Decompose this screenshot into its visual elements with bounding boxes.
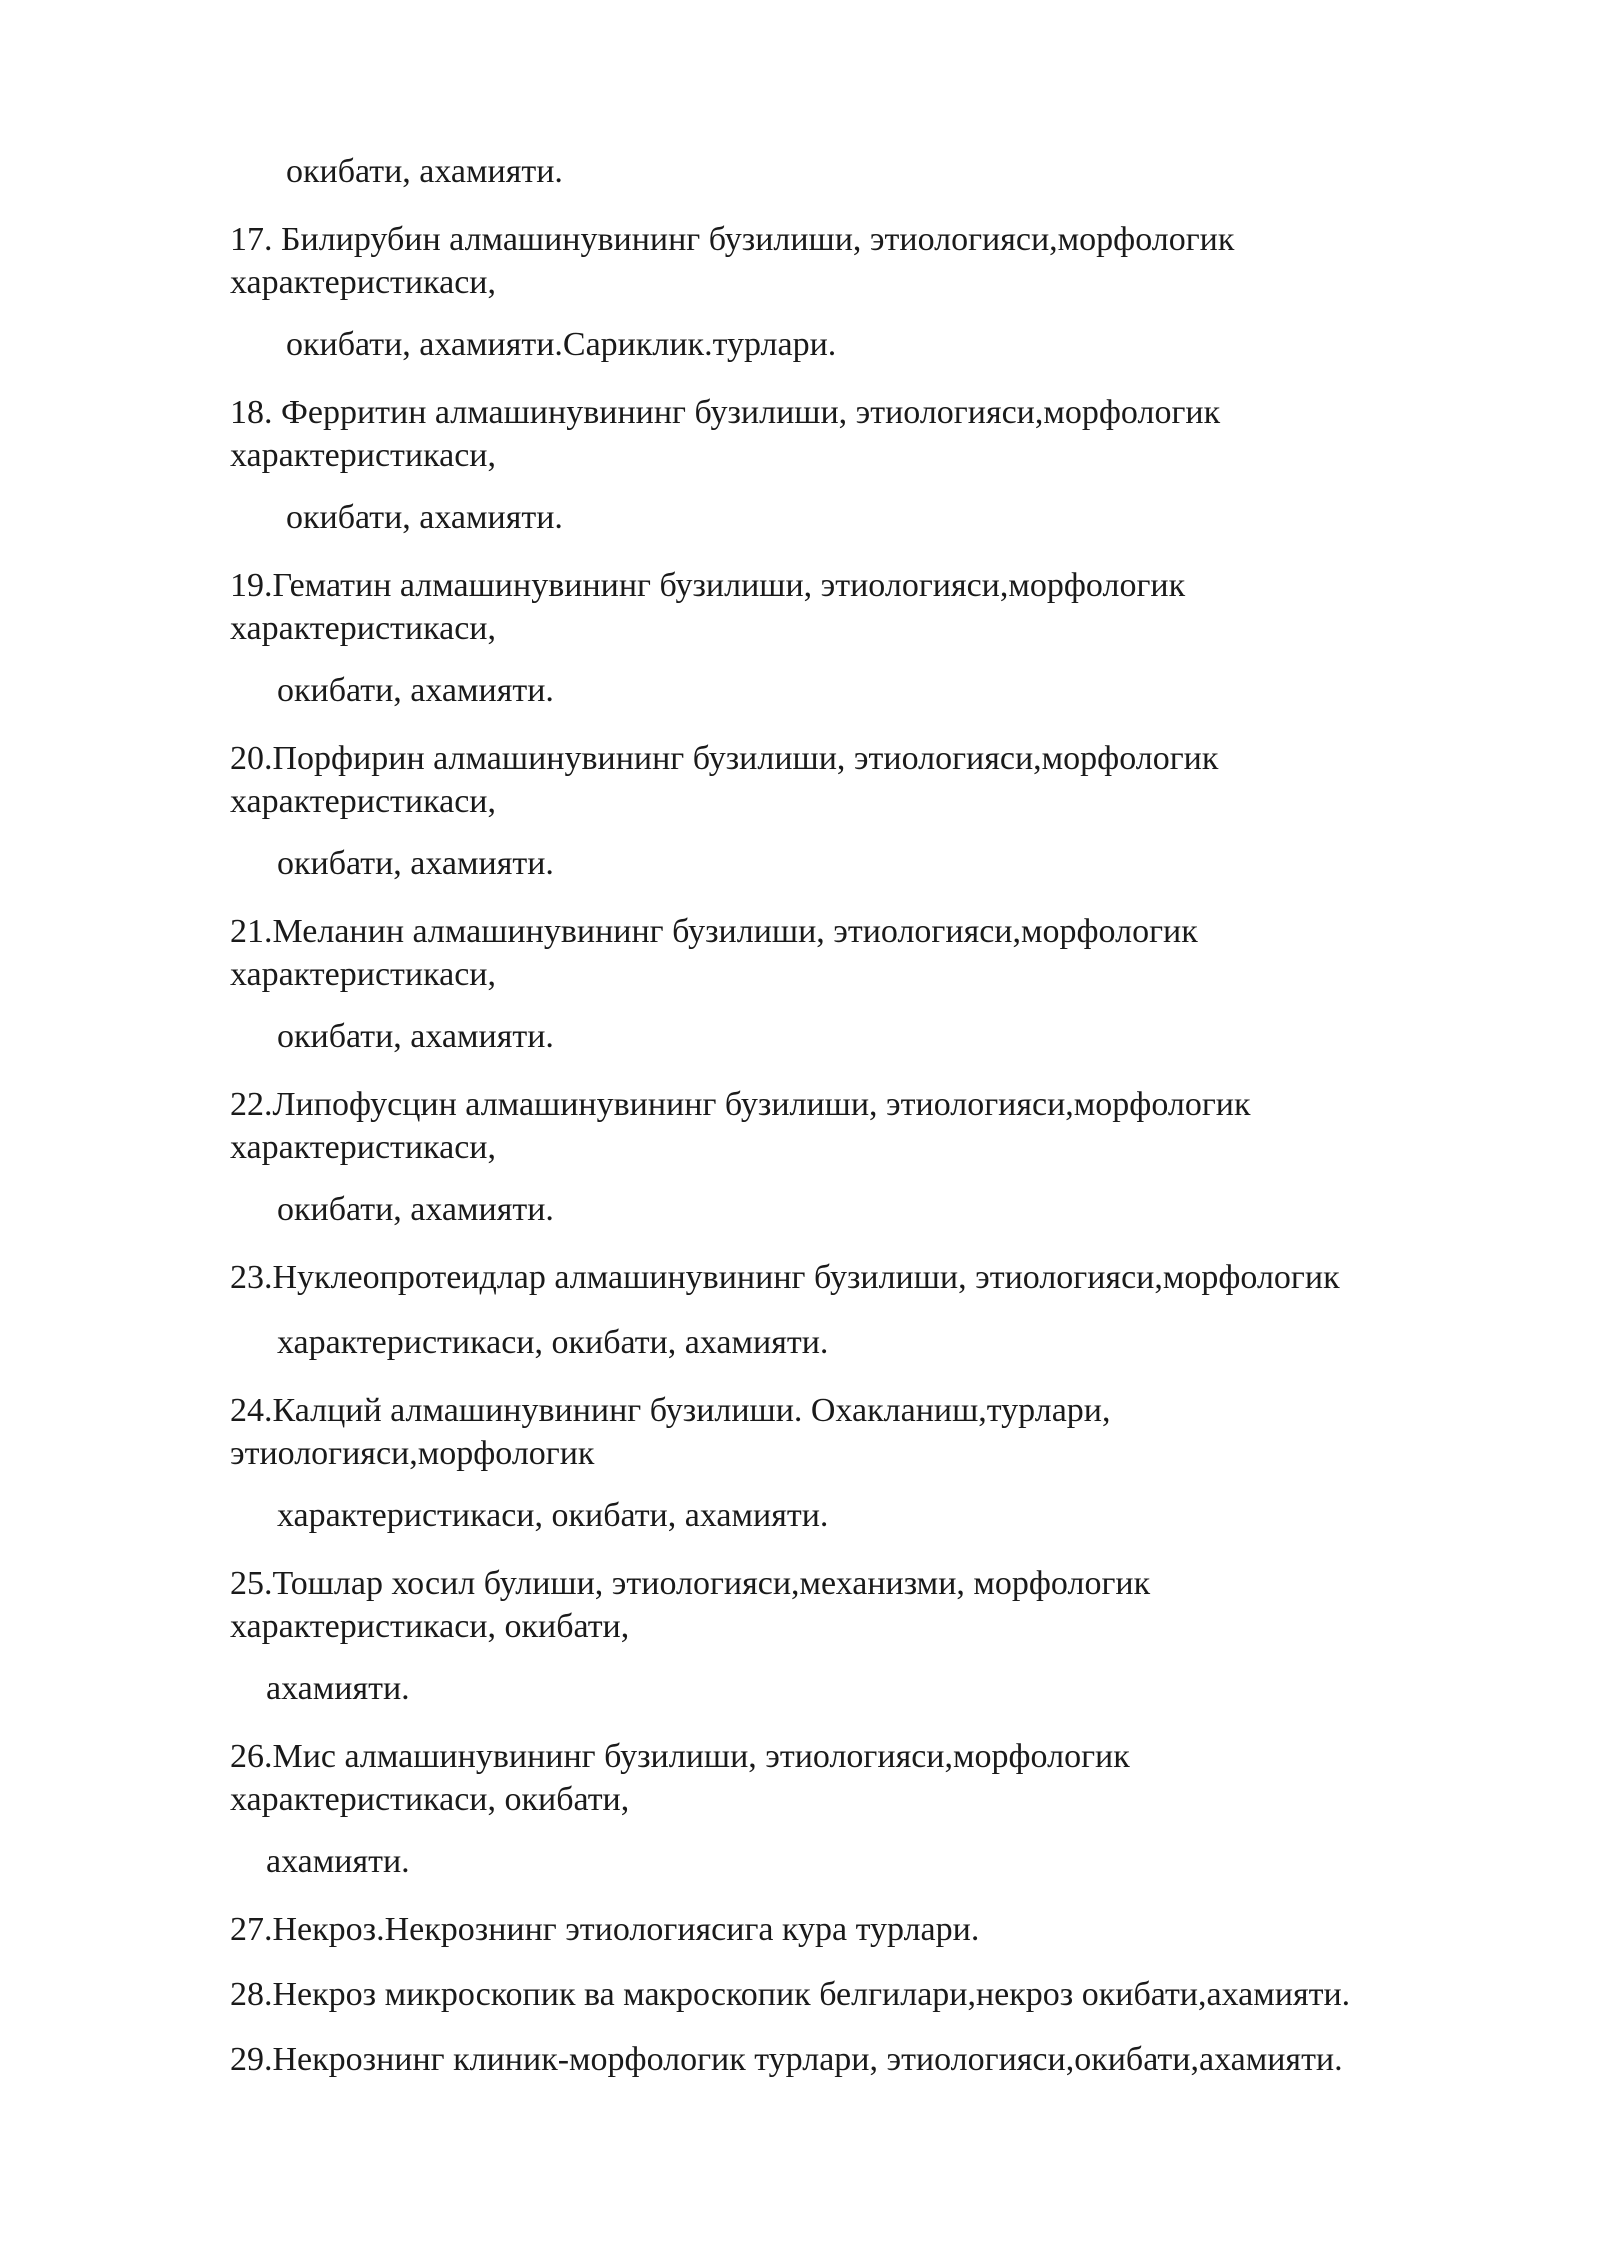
item-28-heading: 28.Некроз микроскопик ва макроскопик белгилари,некроз окибати,ахамияти. — [230, 1976, 1351, 2013]
text-line: характеристикаси, окибати, ахамияти. — [277, 1497, 829, 1534]
item-21-heading: 21.Меланин алмашинувининг бузилиши, этиологияси,морфологик — [230, 913, 1198, 950]
item-22-heading: 22.Липофусцин алмашинувининг бузилиши, этиологияси,морфологик — [230, 1086, 1251, 1123]
item-18-heading: 18. Ферритин алмашинувининг бузилиши, этиологияси,морфологик — [230, 394, 1221, 431]
text-line: окибати, ахамияти. — [277, 845, 554, 882]
item-26-heading: 26.Мис алмашинувининг бузилиши, этиологияси,морфологик — [230, 1738, 1130, 1775]
text-line: окибати, ахамияти. — [277, 672, 554, 709]
text-line: окибати, ахамияти. — [277, 1018, 554, 1055]
text-line: характеристикаси, — [230, 437, 496, 474]
item-27-heading: 27.Некроз.Некрознинг этиологиясига кура турлари. — [230, 1911, 980, 1948]
text-line: ахамияти. — [266, 1843, 410, 1880]
item-20-heading: 20.Порфирин алмашинувининг бузилиши, этиологияси,морфологик — [230, 740, 1219, 777]
text-line: окибати, ахамияти. — [277, 1191, 554, 1228]
item-19-heading: 19.Гематин алмашинувининг бузилиши, этиологияси,морфологик — [230, 567, 1186, 604]
item-17-heading: 17. Билирубин алмашинувининг бузилиши, этиологияси,морфологик — [230, 221, 1235, 258]
text-line: характеристикаси, — [230, 956, 496, 993]
text-line: ахамияти. — [266, 1670, 410, 1707]
text-line: этиологияси,морфологик — [230, 1435, 595, 1472]
text-line: характеристикаси, окибати, — [230, 1781, 630, 1818]
text-line: окибати, ахамияти. — [286, 499, 563, 536]
text-line: характеристикаси, — [230, 783, 496, 820]
text-line: характеристикаси, — [230, 610, 496, 647]
item-25-heading: 25.Тошлар хосил булиши, этиологияси,механизми, морфологик — [230, 1565, 1151, 1602]
item-23-heading: 23.Нуклеопротеидлар алмашинувининг бузилиши, этиологияси,морфологик — [230, 1259, 1340, 1296]
text-line: окибати, ахамияти.Сариклик.турлари. — [286, 326, 837, 363]
item-29-heading: 29.Некрознинг клиник-морфологик турлари, этиологияси,окибати,ахамияти. — [230, 2041, 1343, 2078]
item-24-heading: 24.Калций алмашинувининг бузилиши. Охакланиш,турлари, — [230, 1392, 1111, 1429]
text-line: характеристикаси, окибати, ахамияти. — [277, 1324, 829, 1361]
text-line: окибати, ахамияти. — [286, 153, 563, 190]
text-line: характеристикаси, окибати, — [230, 1608, 630, 1645]
text-line: характеристикаси, — [230, 264, 496, 301]
text-line: характеристикаси, — [230, 1129, 496, 1166]
